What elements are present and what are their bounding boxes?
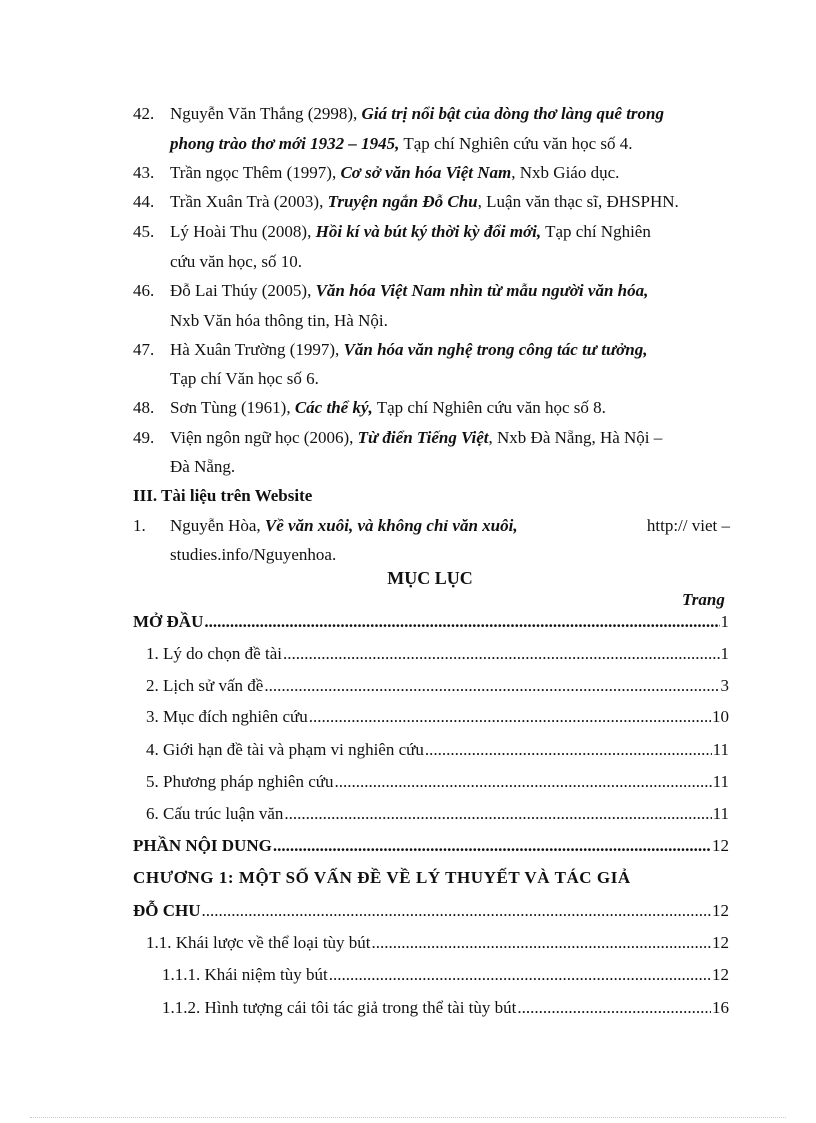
reference-number: 1. <box>133 516 146 535</box>
toc-leader <box>283 644 720 664</box>
reference-title: Văn hóa văn nghệ trong công tác tư tưởng, <box>343 340 648 359</box>
reference-author: Hà Xuân Trường (1997), <box>170 340 344 359</box>
reference-number: 47. <box>133 340 155 359</box>
toc-leader <box>264 676 719 696</box>
toc-entry[interactable] <box>133 612 729 632</box>
toc-entry-label: ĐỖ CHU <box>133 901 201 920</box>
toc-entry-page: 12 <box>712 965 729 984</box>
toc-entry-page: 12 <box>712 933 729 952</box>
toc-entry-label: 1.1.1. Khái niệm tùy bút <box>162 965 328 984</box>
reference-title: Về văn xuôi, và không chỉ văn xuôi, <box>264 516 518 535</box>
reference-source: Tạp chí Nghiên <box>541 222 651 241</box>
toc-entry-page: 11 <box>712 740 729 759</box>
toc-entry-page: 12 <box>712 901 729 920</box>
toc-entry[interactable] <box>133 836 729 856</box>
reference-title: Hồi kí và bút ký thời kỳ đổi mới, <box>315 222 542 241</box>
toc-entry[interactable] <box>146 707 729 727</box>
reference-source: , Luận văn thạc sĩ, ĐHSPHN. <box>477 192 679 211</box>
toc-entry-page: 12 <box>712 836 729 855</box>
toc-leader <box>273 836 711 856</box>
toc-entry-label: 4. Giới hạn đề tài và phạm vi nghiên cứu <box>146 740 424 759</box>
reference-title: Cơ sở văn hóa Việt Nam <box>340 163 512 182</box>
toc-entry-page: 16 <box>712 998 729 1017</box>
toc-leader <box>204 612 719 632</box>
page-edge-divider <box>30 1117 786 1118</box>
reference-continuation: Đà Nẵng. <box>170 457 236 476</box>
reference-author: Đỗ Lai Thúy (2005), <box>170 281 316 300</box>
toc-leader <box>334 772 711 792</box>
toc-entry-label: 1.1.2. Hình tượng cái tôi tác giả trong thể tài tùy bút <box>162 998 517 1017</box>
reference-url: http:// viet – <box>646 516 730 535</box>
toc-entry-page: 1 <box>720 612 729 631</box>
toc-entry-label: 2. Lịch sử vấn đề <box>146 676 264 695</box>
toc-entry[interactable] <box>146 676 729 696</box>
toc-leader <box>202 901 711 921</box>
toc-entry[interactable] <box>162 965 729 985</box>
toc-entry-label: 5. Phương pháp nghiên cứu <box>146 772 334 791</box>
reference-title-cont: phong trào thơ mới 1932 – 1945, <box>170 134 400 153</box>
reference-title: Văn hóa Việt Nam nhìn từ mẫu người văn hóa, <box>315 281 649 300</box>
toc-page-header: Trang <box>682 590 725 609</box>
toc-leader <box>329 965 711 985</box>
reference-number: 48. <box>133 398 155 417</box>
reference-author: Lý Hoài Thu (2008), <box>170 222 316 241</box>
reference-number: 45. <box>133 222 155 241</box>
toc-entry[interactable] <box>133 901 729 921</box>
toc-entry-label: 1. Lý do chọn đề tài <box>146 644 282 663</box>
reference-number: 46. <box>133 281 155 300</box>
reference-source: Tạp chí Nghiên cứu văn học số 8. <box>372 398 606 417</box>
toc-leader <box>372 933 711 953</box>
reference-author: Nguyễn Hòa, <box>170 516 265 535</box>
reference-continuation: Nxb Văn hóa thông tin, Hà Nội. <box>170 311 388 330</box>
toc-entry-page: 11 <box>712 772 729 791</box>
reference-source: , Nxb Đà Nẵng, Hà Nội – <box>488 428 663 447</box>
toc-entry-label: 1.1. Khái lược về thể loại tùy bút <box>146 933 371 952</box>
reference-number: 44. <box>133 192 155 211</box>
toc-entry-label: MỞ ĐẦU <box>133 612 204 631</box>
reference-source: Tạp chí Nghiên cứu văn học số 4. <box>399 134 633 153</box>
reference-number: 42. <box>133 104 155 123</box>
toc-entry-page: 1 <box>720 644 729 663</box>
toc-leader <box>425 740 712 760</box>
toc-entry-label: PHẦN NỘI DUNG <box>133 836 272 855</box>
reference-number: 49. <box>133 428 155 447</box>
reference-title: Các thể ký, <box>294 398 373 417</box>
toc-title: MỤC LỤC <box>387 568 473 588</box>
toc-leader <box>284 804 711 824</box>
toc-entry-page: 11 <box>712 804 729 823</box>
reference-title: Truyện ngắn Đỗ Chu <box>327 192 478 211</box>
reference-continuation: Tạp chí Văn học số 6. <box>170 369 319 388</box>
reference-author: Trần ngọc Thêm (1997), <box>170 163 341 182</box>
reference-url-cont: studies.info/Nguyenhoa. <box>170 545 337 564</box>
toc-entry-page: 10 <box>712 707 729 726</box>
reference-author: Nguyễn Văn Thắng (2998), <box>170 104 362 123</box>
toc-entry[interactable] <box>146 933 729 953</box>
section-heading: III. Tài liệu trên Website <box>133 486 313 505</box>
reference-title: Từ điển Tiếng Việt <box>357 428 489 447</box>
toc-entry[interactable] <box>146 644 729 664</box>
toc-entry-page: 3 <box>720 676 729 695</box>
reference-source: , Nxb Giáo dục. <box>511 163 620 182</box>
reference-author: Viện ngôn ngữ học (2006), <box>170 428 358 447</box>
reference-number: 43. <box>133 163 155 182</box>
toc-entry-label: 6. Cấu trúc luận văn <box>146 804 284 823</box>
reference-continuation: cứu văn học, số 10. <box>170 252 302 271</box>
toc-leader <box>517 998 711 1018</box>
reference-title: Giá trị nổi bật của dòng thơ làng quê trong <box>361 104 664 123</box>
reference-author: Sơn Tùng (1961), <box>170 398 295 417</box>
toc-leader <box>309 707 711 727</box>
toc-entry[interactable] <box>146 804 729 824</box>
toc-entry-label: 3. Mục đích nghiên cứu <box>146 707 308 726</box>
toc-entry[interactable] <box>146 772 729 792</box>
toc-entry[interactable] <box>162 998 729 1018</box>
toc-entry[interactable] <box>146 740 729 760</box>
toc-chapter-heading[interactable]: CHƯƠNG 1: MỘT SỐ VẤN ĐỀ VỀ LÝ THUYẾT VÀ TÁC GIẢ <box>133 868 631 887</box>
reference-author: Trần Xuân Trà (2003), <box>170 192 328 211</box>
